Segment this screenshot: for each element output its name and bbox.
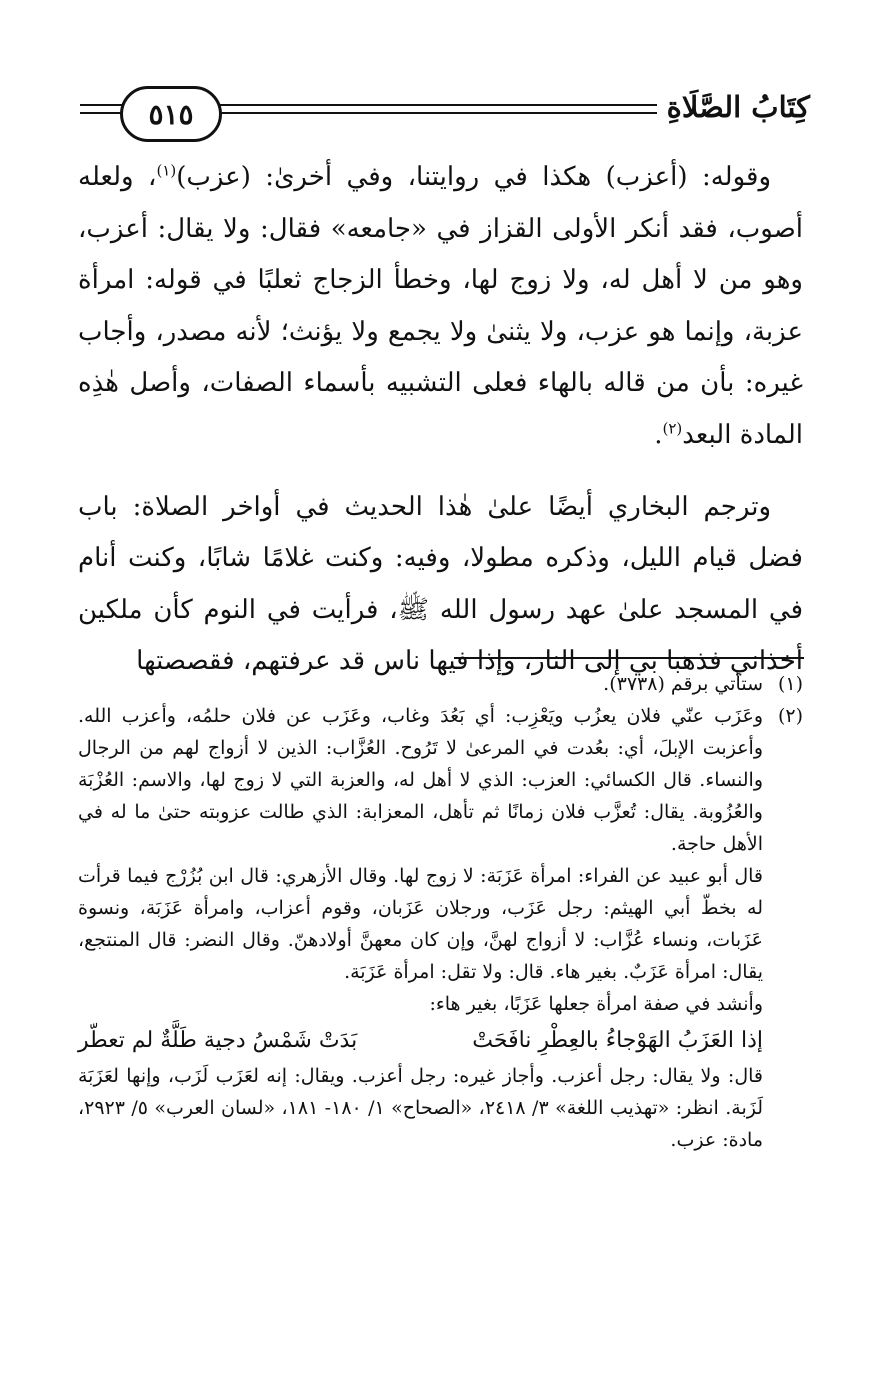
- footnote-1: [78, 668, 803, 700]
- page-number-frame: [120, 86, 222, 142]
- footnote-ref-2: (٢): [662, 419, 683, 438]
- footnote-2-para-3: وأنشد في صفة امرأة جعلها عَزَبًا، بغير هاء:: [429, 993, 763, 1015]
- paragraph-1: [78, 152, 803, 462]
- page-number: ٥١٥: [148, 97, 194, 131]
- footnote-1-text: ستأتي برقم (٣٧٣٨).: [603, 673, 763, 695]
- poetry-verse: [78, 1020, 763, 1060]
- book-title: كِتَابُ الصَّلَاةِ: [666, 90, 810, 124]
- footnote-2-para-2: قال أبو عبيد عن الفراء: امرأة عَزَبَة: لا زوج لها. وقال الأزهري: قال ابن بُزُرْج فيما قرأت له بخطّ أبي الهيثم: رجل عَزَب، ورجلان عَزَبان، وقوم أعزاب، وامرأة عَزَبَة، ونسوة عَزَبات، ونساء عُزَّاب: لا أزواج لهنَّ، وإن كان معهنَّ أولادهنّ. وقال النضر: قال المنتجع، يقال: امرأة عَزَبٌ. بغير هاء. قال: ولا تقل: امرأة عَزَبَة.: [78, 865, 763, 983]
- verse-second-hemistich: بَدَتْ شَمْسُ دجية طَلَّةٌ لم تعطّر: [78, 1028, 358, 1053]
- footnote-ref-1: (١): [156, 161, 177, 180]
- running-title: [657, 90, 810, 124]
- paragraph-2: وترجم البخاري أيضًا علىٰ هٰذا الحديث في أواخر الصلاة: باب فضل قيام الليل، وذكره مطولا، وفيه: وكنت غلامًا شابًا، وكنت أنام في المسجد علىٰ عهد رسول الله ﷺ، فرأيت في النوم كأن ملكين أخذاني فذهبا بي إلى النار، وإذا فيها ناس قد عرفتهم، فقصصتها: [78, 491, 803, 677]
- page-header: [80, 86, 810, 146]
- footnote-2-para-1: وعَزَب عنّي فلان يعزُب ويَعْزِب: أي بَعُدَ وغاب، وعَزَب عن فلان حلمُه، وأعزب الله. وأعزبت الإبلَ، أي: بعُدت في المرعىٰ لا تَرُوح. العُزَّاب: الذين لا أزواج لهم من الرجال والنساء. قال الكسائي: العزب: الذي لا أهل له، والعزبة التي لا زوج لها، والاسم: العُزْبَة والعُزُوبة. يقال: تُعزَّب فلان زمانًا ثم تأهل، المعزابة: الذي طالت عزوبته حتىٰ ما له في الأهل حاجة.: [78, 705, 763, 855]
- paragraph-1-end: .: [654, 419, 663, 450]
- paragraph-1-cont: ، ولعله أصوب، فقد أنكر الأولى القزاز في «جامعه» فقال: ولا يقال: أعزب، وهو من لا أهل له، ولا زوج لها، وخطأ الزجاج ثعلبًا في قوله: امرأة عزبة، وإنما هو عزب، ولا يثنىٰ ولا يجمع ولا يؤنث؛ لأنه مصدر، وأجاب غيره: بأن من قاله بالهاء فعلى التشبيه بأسماء الصفات، وأصل هٰذِه المادة البعد: [78, 162, 803, 450]
- main-text: [78, 152, 803, 688]
- footnote-2: [78, 700, 803, 1156]
- footnote-2-para-4: قال: ولا يقال: رجل أعزب. وأجاز غيره: رجل أعزب. ويقال: إنه لعَزَب لَزَب، وإنها لعَزَبَة لَزَبة. انظر: «تهذيب اللغة» ٣/ ٢٤١٨، «الصحاح» ١/ ١٨٠- ١٨١، «لسان العرب» ٥/ ٢٩٢٣، مادة: عزب.: [78, 1065, 764, 1151]
- verse-first-hemistich: إذا العَزَبُ الهَوْجاءُ بالعِطْرِ نافَحَتْ: [472, 1028, 763, 1053]
- footnotes: [78, 668, 803, 1156]
- footnote-separator: [454, 657, 804, 659]
- paragraph-1-text: وقوله: (أعزب) هكذا في روايتنا، وفي أخرىٰ: (عزب): [176, 162, 771, 192]
- footnote-2-number: (٢): [777, 705, 803, 727]
- footnote-1-number: (١): [777, 673, 803, 695]
